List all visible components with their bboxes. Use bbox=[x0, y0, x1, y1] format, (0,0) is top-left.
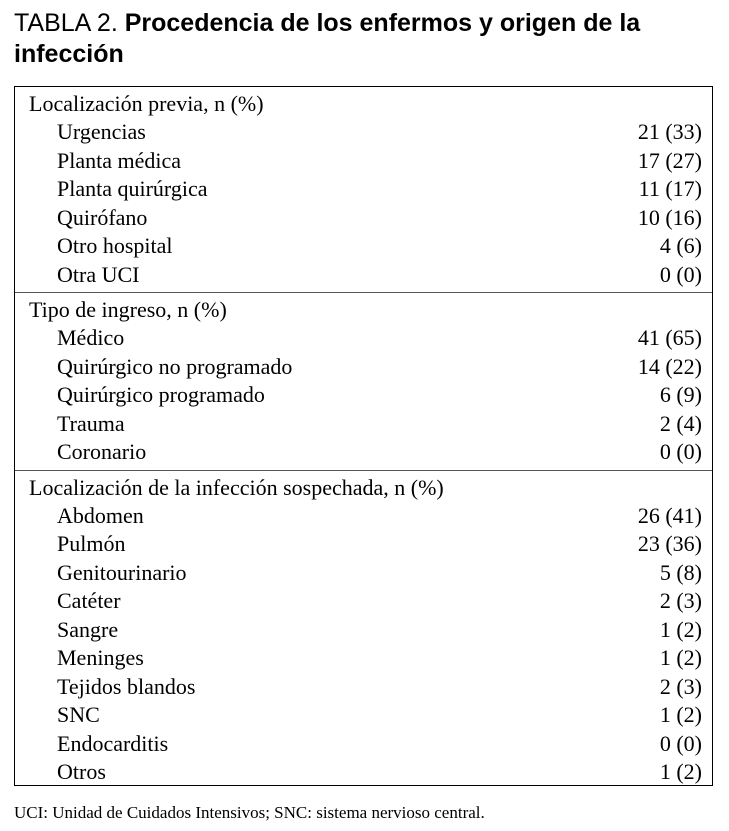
row-label: Meninges bbox=[57, 645, 144, 670]
table-row bbox=[15, 502, 712, 531]
row-label: Quirófano bbox=[57, 204, 148, 230]
table-row bbox=[15, 261, 712, 290]
table-title-text: Procedencia de los enfermos y origen de la infección bbox=[14, 9, 641, 68]
row-value: 4 (6) bbox=[659, 233, 702, 258]
row-value: 10 (16) bbox=[637, 204, 702, 230]
data-table bbox=[14, 86, 713, 786]
row-value: 1 (2) bbox=[659, 759, 702, 784]
table-title bbox=[14, 8, 714, 70]
section-header: Tipo de ingreso, n (%) bbox=[29, 297, 227, 322]
table-row bbox=[15, 381, 712, 410]
table-row bbox=[15, 204, 712, 233]
row-label: Otro hospital bbox=[57, 233, 173, 258]
row-value: 0 (0) bbox=[659, 730, 702, 756]
table-row bbox=[15, 730, 712, 759]
row-label: Pulmón bbox=[57, 531, 126, 556]
row-value: 1 (2) bbox=[659, 702, 702, 727]
table-row bbox=[15, 147, 712, 176]
row-value: 5 (8) bbox=[659, 559, 702, 585]
row-label: Médico bbox=[57, 325, 125, 350]
row-label: Trauma bbox=[57, 410, 125, 436]
table-title-label: TABLA 2. bbox=[14, 9, 118, 37]
row-value: 23 (36) bbox=[637, 531, 702, 556]
table-row bbox=[15, 758, 712, 787]
row-label: Otra UCI bbox=[57, 261, 140, 287]
row-value: 2 (3) bbox=[659, 588, 702, 613]
table-row bbox=[15, 673, 712, 702]
row-value: 0 (0) bbox=[659, 261, 702, 287]
row-label: Catéter bbox=[57, 588, 121, 613]
table-row bbox=[15, 438, 712, 467]
row-value: 2 (3) bbox=[659, 673, 702, 699]
table-row bbox=[15, 701, 712, 730]
row-value: 41 (65) bbox=[637, 325, 702, 350]
row-value: 6 (9) bbox=[659, 382, 702, 407]
table-row bbox=[15, 353, 712, 382]
row-label: Planta quirúrgica bbox=[57, 176, 208, 201]
row-value: 1 (2) bbox=[659, 616, 702, 642]
row-value: 14 (22) bbox=[637, 353, 702, 379]
row-label: Tejidos blandos bbox=[57, 673, 196, 699]
table-row bbox=[15, 232, 712, 261]
row-value: 17 (27) bbox=[637, 147, 702, 173]
row-label: SNC bbox=[57, 702, 100, 727]
row-label: Urgencias bbox=[57, 119, 146, 144]
row-value: 21 (33) bbox=[637, 119, 702, 144]
row-label: Quirúrgico programado bbox=[57, 382, 265, 407]
section-header: Localización de la infección sospechada, n (%) bbox=[29, 474, 444, 500]
row-value: 2 (4) bbox=[659, 410, 702, 436]
row-value: 1 (2) bbox=[659, 645, 702, 670]
row-label: Sangre bbox=[57, 616, 119, 642]
row-label: Genitourinario bbox=[57, 559, 187, 585]
row-value: 26 (41) bbox=[637, 502, 702, 528]
row-label: Otros bbox=[57, 759, 106, 784]
row-label: Abdomen bbox=[57, 502, 144, 528]
row-label: Planta médica bbox=[57, 147, 182, 173]
table-row bbox=[15, 644, 712, 673]
row-label: Coronario bbox=[57, 439, 147, 464]
table-row bbox=[15, 324, 712, 353]
table-row bbox=[15, 118, 712, 147]
row-label: Quirúrgico no programado bbox=[57, 353, 293, 379]
table-section-admission-type bbox=[15, 293, 712, 471]
table-section-previous-location bbox=[15, 87, 712, 293]
table-section-infection-site bbox=[15, 471, 712, 790]
row-label: Endocarditis bbox=[57, 730, 169, 756]
table-row bbox=[15, 410, 712, 439]
table-footnote: UCI: Unidad de Cuidados Intensivos; SNC: sistema nervioso central. bbox=[14, 803, 485, 822]
table-row bbox=[15, 530, 712, 559]
row-value: 11 (17) bbox=[638, 176, 702, 201]
table-row bbox=[15, 559, 712, 588]
table-row bbox=[15, 175, 712, 204]
section-header: Localización previa, n (%) bbox=[29, 91, 264, 116]
table-row bbox=[15, 616, 712, 645]
table-row bbox=[15, 587, 712, 616]
row-value: 0 (0) bbox=[659, 439, 702, 464]
